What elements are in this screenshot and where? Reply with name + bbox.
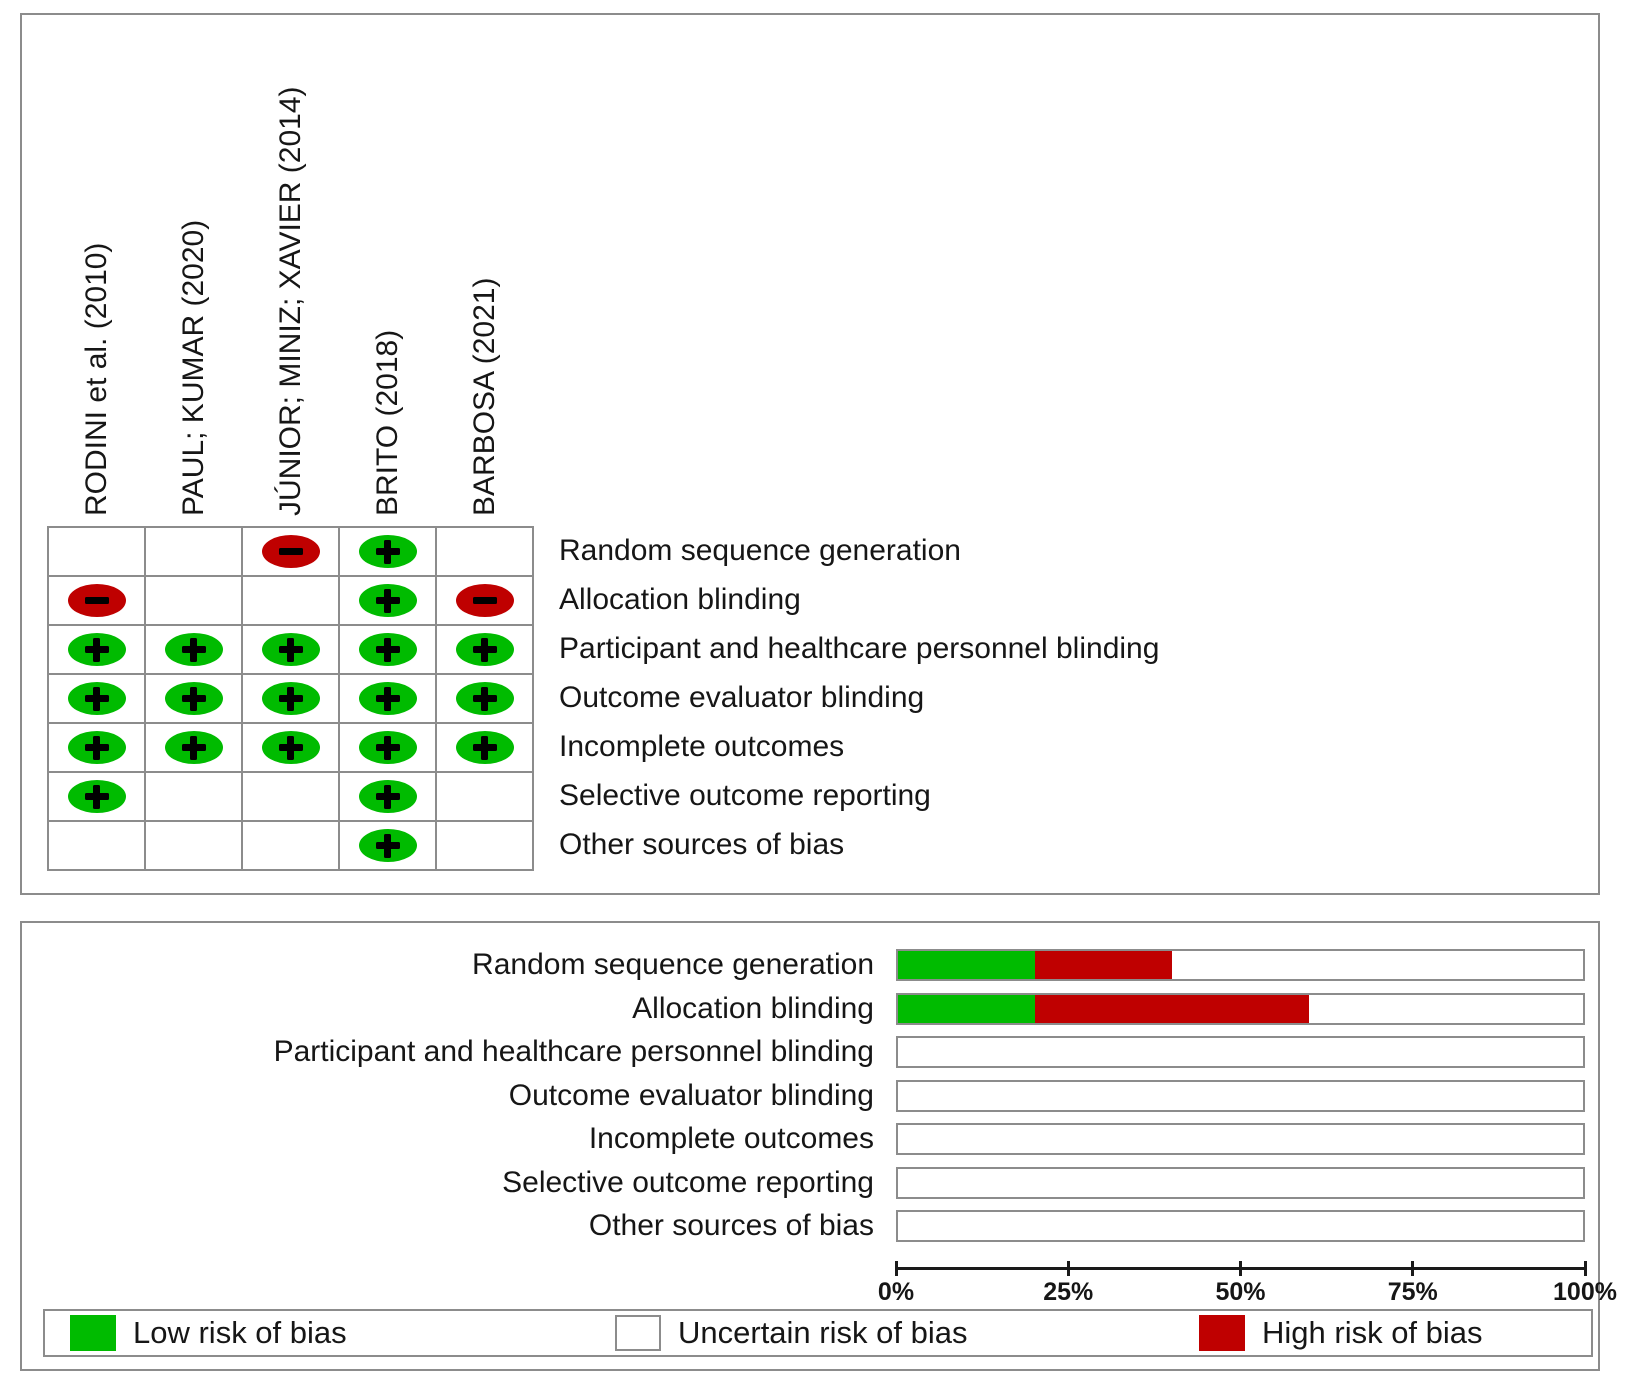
legend-label-low: Low risk of bias	[133, 1315, 347, 1350]
plus-icon	[376, 834, 400, 858]
judgement-low-icon	[359, 780, 417, 813]
judgement-high-icon	[456, 584, 514, 617]
sym-bar	[481, 687, 488, 711]
plus-icon	[182, 638, 206, 662]
plus-icon	[473, 687, 497, 711]
plus-icon	[182, 687, 206, 711]
rob-cell	[436, 674, 533, 723]
sym-bar	[93, 638, 100, 662]
plus-icon	[279, 736, 303, 760]
judgement-high-icon	[68, 584, 126, 617]
rob-cell	[48, 821, 145, 870]
sym-bar	[190, 687, 197, 711]
bar-category-label: Incomplete outcomes	[588, 1122, 874, 1155]
rob-cell	[436, 625, 533, 674]
bar-category-label: Participant and healthcare personnel blinding	[273, 1035, 874, 1068]
study-label: JÚNIOR; MINIZ; XAVIER (2014)	[274, 86, 307, 516]
rob-cell	[339, 723, 436, 772]
domain-label: Random sequence generation	[559, 534, 961, 567]
judgement-low-icon	[456, 682, 514, 715]
plus-icon	[182, 736, 206, 760]
plus-icon	[279, 687, 303, 711]
low-risk-swatch-icon	[70, 1315, 116, 1351]
judgement-low-icon	[359, 829, 417, 862]
rob-cell	[145, 576, 242, 625]
plus-icon	[279, 638, 303, 662]
minus-icon	[473, 589, 497, 613]
rob-cell	[145, 723, 242, 772]
plus-icon	[376, 638, 400, 662]
axis-tick	[1239, 1261, 1242, 1276]
study-label: PAUL; KUMAR (2020)	[177, 219, 210, 516]
sym-bar	[287, 687, 294, 711]
rob-cell	[242, 772, 339, 821]
plus-icon	[85, 638, 109, 662]
rob-cell	[339, 576, 436, 625]
bar-row	[896, 1210, 1585, 1242]
judgement-low-icon	[359, 633, 417, 666]
bar-category-label: Allocation blinding	[632, 992, 874, 1025]
axis-tick-label: 0%	[877, 1278, 915, 1306]
sym-bar	[384, 736, 391, 760]
plus-icon	[376, 785, 400, 809]
judgement-low-icon	[165, 731, 223, 764]
study-label: BARBOSA (2021)	[468, 277, 501, 516]
axis-tick-label: 50%	[1215, 1278, 1266, 1306]
sym-bar	[481, 638, 488, 662]
axis-tick-label: 100%	[1553, 1278, 1617, 1306]
rob-cell	[48, 674, 145, 723]
domain-label: Other sources of bias	[559, 828, 845, 861]
bar-row	[896, 949, 1585, 981]
uncertain-risk-swatch-icon	[615, 1315, 661, 1351]
domain-label: Allocation blinding	[559, 583, 801, 616]
bar-category-label: Random sequence generation	[472, 948, 874, 981]
rob-cell	[242, 723, 339, 772]
plus-icon	[473, 736, 497, 760]
legend-item-high	[1199, 1311, 1483, 1355]
judgement-low-icon	[262, 633, 320, 666]
rob-cell	[436, 821, 533, 870]
legend-label-high: High risk of bias	[1262, 1315, 1483, 1350]
rob-cell	[242, 527, 339, 576]
bar-category-label: Outcome evaluator blinding	[508, 1079, 874, 1112]
plus-icon	[376, 540, 400, 564]
bar-segment-low-risk	[898, 995, 1035, 1023]
bar-row	[896, 1167, 1585, 1199]
judgement-low-icon	[359, 682, 417, 715]
rob-cell	[436, 772, 533, 821]
judgement-low-icon	[262, 682, 320, 715]
axis-tick	[1067, 1261, 1070, 1276]
sym-bar	[481, 736, 488, 760]
domain-label: Incomplete outcomes	[559, 730, 845, 763]
bar-category-label: Selective outcome reporting	[502, 1166, 874, 1199]
sym-bar	[473, 597, 497, 604]
legend-item-uncertain	[615, 1311, 967, 1355]
judgement-low-icon	[359, 535, 417, 568]
rob-cell	[48, 576, 145, 625]
plus-icon	[85, 785, 109, 809]
rob-cell	[242, 576, 339, 625]
rob-cell	[48, 527, 145, 576]
rob-cell	[339, 821, 436, 870]
judgement-low-icon	[165, 682, 223, 715]
study-label: BRITO (2018)	[371, 329, 404, 516]
judgement-low-icon	[359, 731, 417, 764]
rob-cell	[339, 625, 436, 674]
rob-cell	[145, 821, 242, 870]
sym-bar	[384, 540, 391, 564]
judgement-low-icon	[262, 731, 320, 764]
minus-icon	[279, 540, 303, 564]
sym-bar	[384, 834, 391, 858]
plus-icon	[376, 589, 400, 613]
rob-cell	[339, 772, 436, 821]
judgement-low-icon	[68, 633, 126, 666]
plus-icon	[85, 687, 109, 711]
rob-cell	[242, 821, 339, 870]
bar-row	[896, 1036, 1585, 1068]
judgement-low-icon	[359, 584, 417, 617]
rob-cell	[145, 625, 242, 674]
judgement-low-icon	[165, 633, 223, 666]
bar-segment-low-risk	[898, 951, 1035, 979]
rob-cell	[436, 576, 533, 625]
rob-cell	[48, 772, 145, 821]
sym-bar	[93, 687, 100, 711]
bar-row	[896, 1123, 1585, 1155]
rob-graph-panel	[20, 921, 1617, 1371]
bar-segment-high-risk	[1035, 995, 1309, 1023]
plus-icon	[376, 736, 400, 760]
domain-label: Outcome evaluator blinding	[559, 681, 925, 714]
rob-cell	[145, 674, 242, 723]
sym-bar	[85, 597, 109, 604]
sym-bar	[384, 589, 391, 613]
judgement-low-icon	[68, 731, 126, 764]
sym-bar	[279, 548, 303, 555]
sym-bar	[190, 736, 197, 760]
axis-tick	[1584, 1261, 1587, 1276]
sym-bar	[190, 638, 197, 662]
sym-bar	[384, 687, 391, 711]
study-label: RODINI et al. (2010)	[80, 242, 113, 516]
domain-label: Participant and healthcare personnel blinding	[559, 632, 1160, 665]
sym-bar	[93, 785, 100, 809]
rob-summary-table	[47, 526, 534, 871]
plus-icon	[85, 736, 109, 760]
rob-cell	[145, 772, 242, 821]
judgement-high-icon	[262, 535, 320, 568]
rob-cell	[48, 625, 145, 674]
sym-bar	[93, 736, 100, 760]
sym-bar	[384, 785, 391, 809]
rob-summary-panel	[20, 13, 1600, 895]
minus-icon	[85, 589, 109, 613]
axis-tick-label: 75%	[1387, 1278, 1438, 1306]
rob-cell	[242, 674, 339, 723]
rob-cell	[339, 527, 436, 576]
rob-cell	[339, 674, 436, 723]
sym-bar	[287, 638, 294, 662]
rob-cell	[242, 625, 339, 674]
domain-label: Selective outcome reporting	[559, 779, 931, 812]
legend-item-low	[70, 1311, 347, 1355]
legend-label-uncertain: Uncertain risk of bias	[678, 1315, 968, 1350]
judgement-low-icon	[68, 780, 126, 813]
sym-bar	[287, 736, 294, 760]
judgement-low-icon	[456, 731, 514, 764]
rob-cell	[436, 723, 533, 772]
bar-category-label: Other sources of bias	[588, 1209, 874, 1242]
axis-tick	[895, 1261, 898, 1276]
rob-cell	[48, 723, 145, 772]
bar-row	[896, 993, 1585, 1025]
bar-row	[896, 1080, 1585, 1112]
plus-icon	[376, 687, 400, 711]
axis-tick-label: 25%	[1043, 1278, 1094, 1306]
bar-segment-high-risk	[1035, 951, 1172, 979]
judgement-low-icon	[456, 633, 514, 666]
rob-cell	[436, 527, 533, 576]
judgement-low-icon	[68, 682, 126, 715]
axis-tick	[1411, 1261, 1414, 1276]
sym-bar	[384, 638, 391, 662]
legend	[43, 1309, 1593, 1357]
plus-icon	[473, 638, 497, 662]
rob-cell	[145, 527, 242, 576]
high-risk-swatch-icon	[1199, 1315, 1245, 1351]
